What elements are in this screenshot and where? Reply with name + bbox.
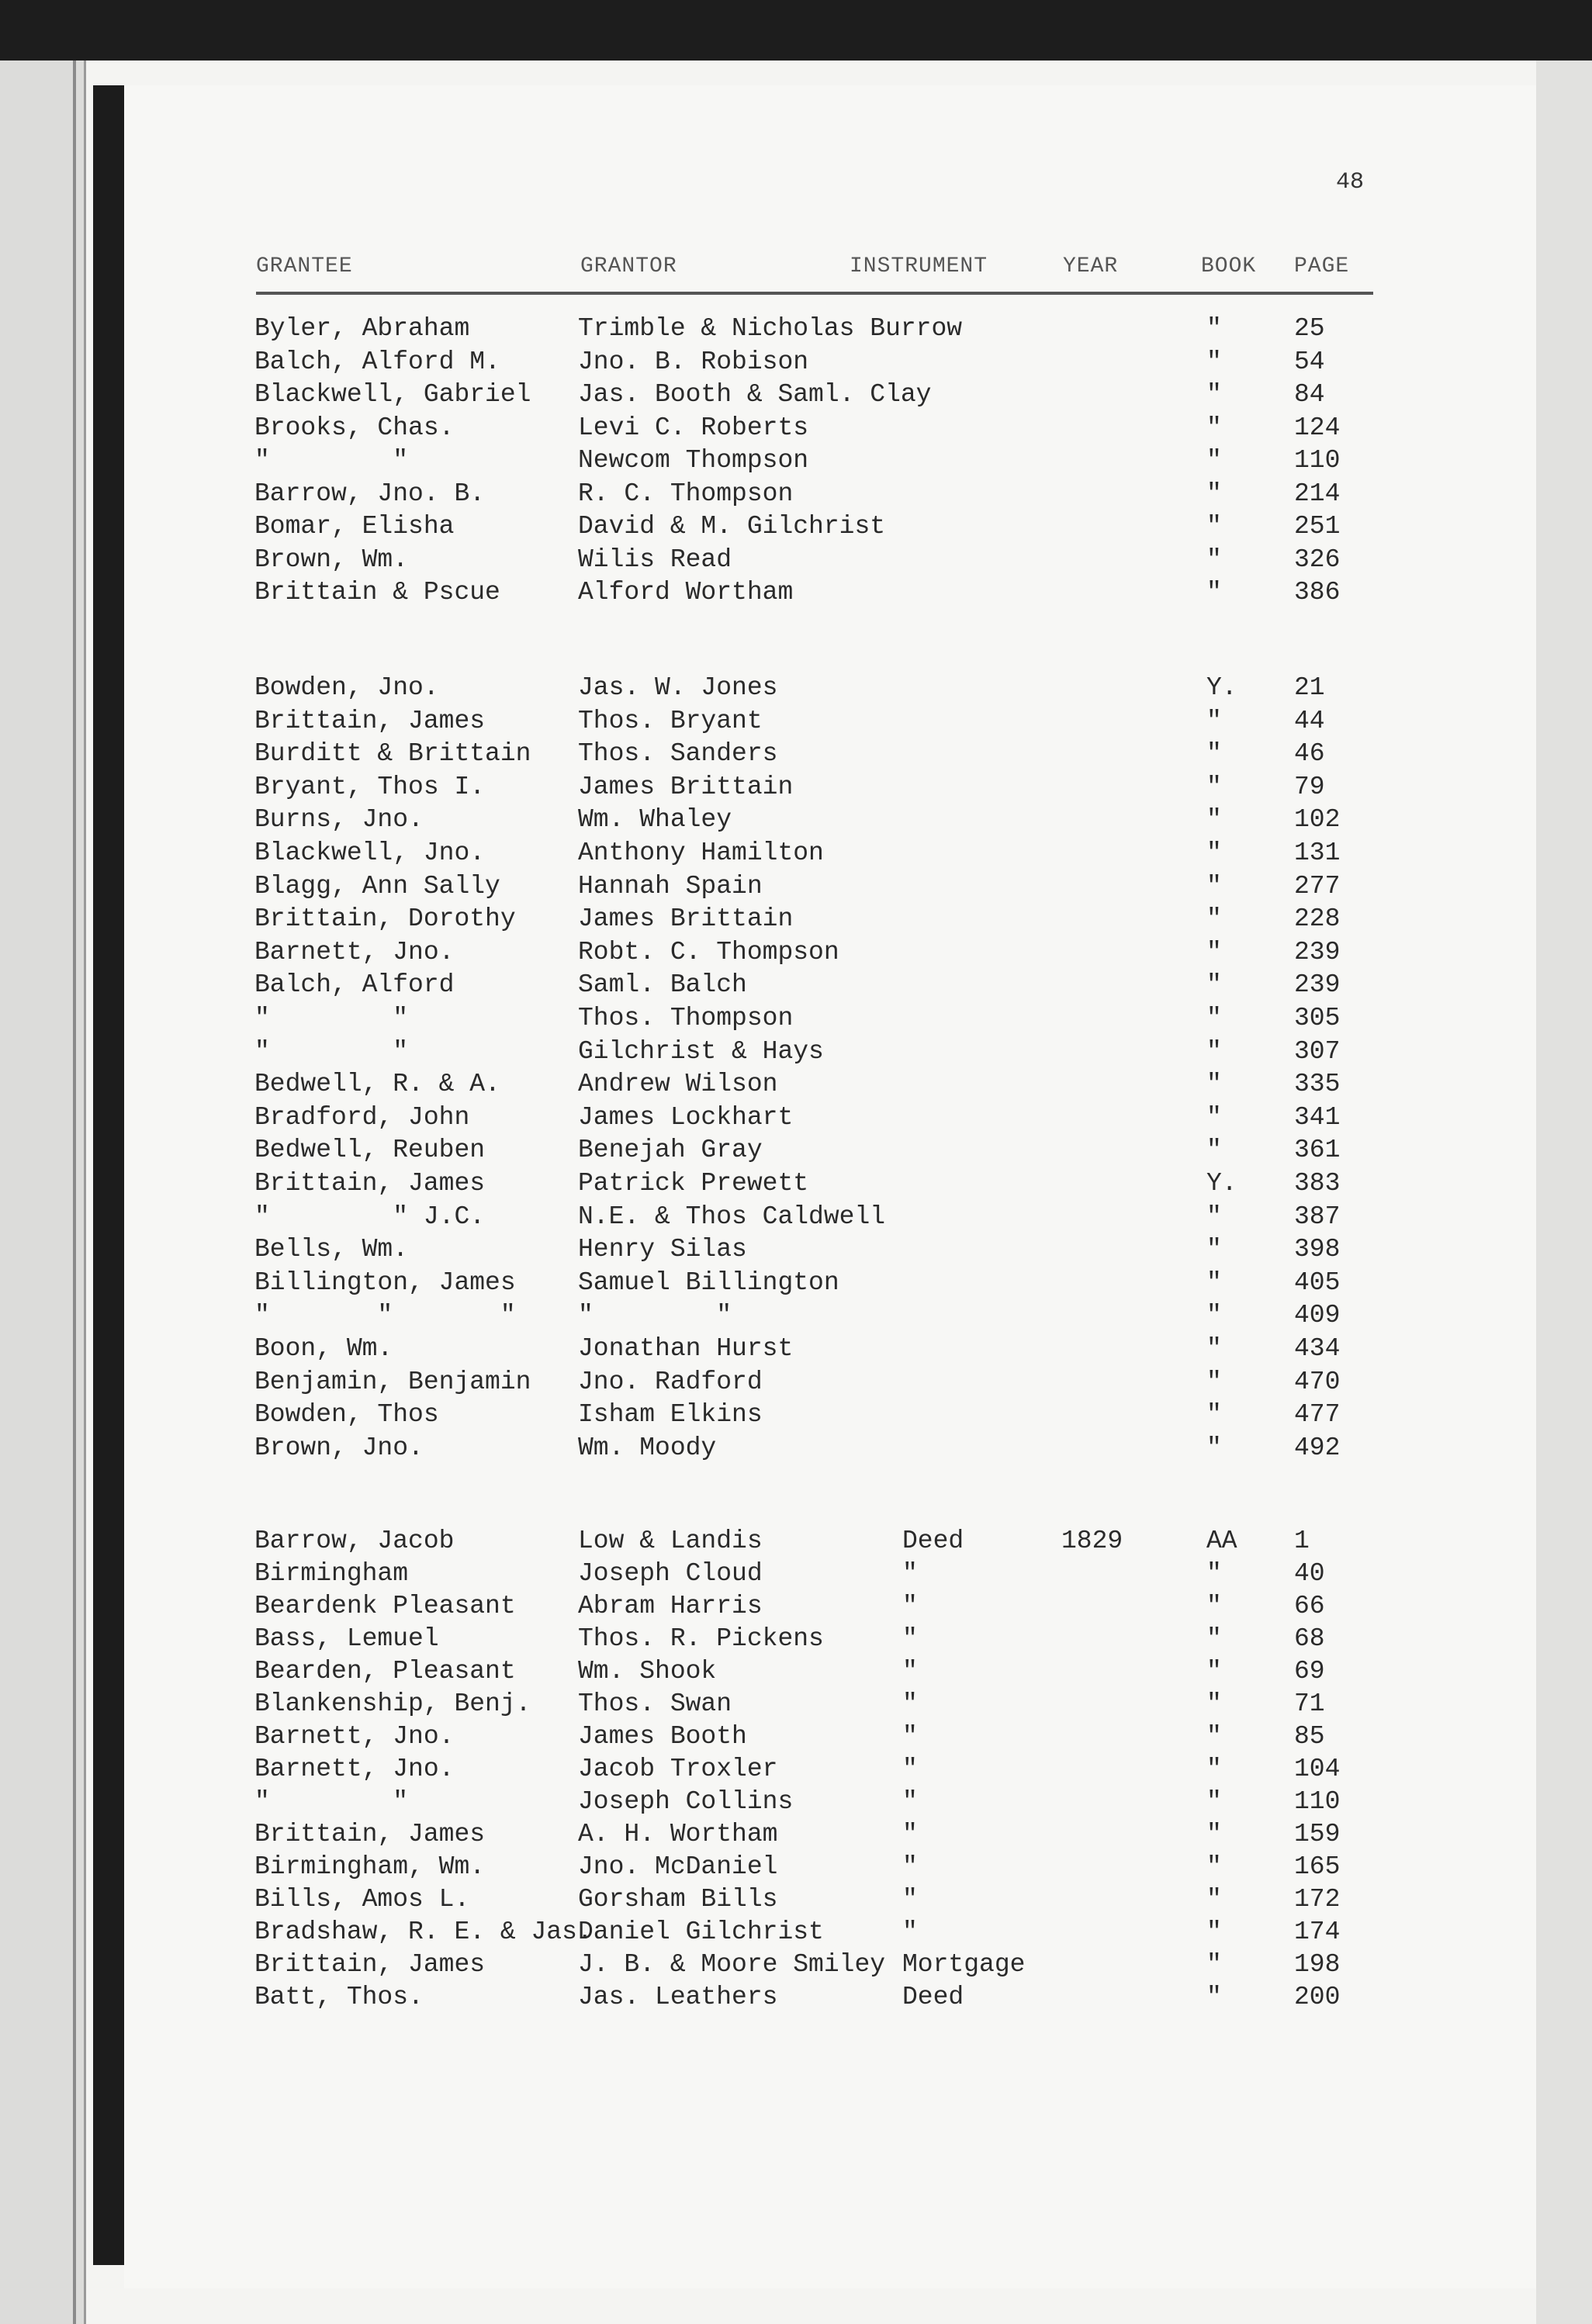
page-cell: 214	[1294, 479, 1341, 508]
book-cell: Y.	[1206, 1169, 1237, 1198]
grantor-cell: Thos. Swan	[578, 1689, 732, 1718]
page-cell: 239	[1294, 970, 1341, 1000]
book-cell: "	[1206, 1950, 1222, 1979]
page-cell: 477	[1294, 1400, 1341, 1430]
page-cell: 172	[1294, 1885, 1341, 1914]
grantor-cell: James Brittain	[578, 904, 794, 934]
book-cell: "	[1206, 512, 1222, 541]
book-cell: "	[1206, 706, 1222, 735]
page-cell: 1	[1294, 1527, 1310, 1555]
grantee-cell: Barrow, Jno. B.	[254, 479, 486, 508]
page-cell: 492	[1294, 1433, 1341, 1462]
grantee-cell: Barnett, Jno.	[254, 1722, 455, 1751]
grantor-cell: Gilchrist & Hays	[578, 1036, 824, 1066]
grantor-cell: Thos. Thompson	[578, 1004, 794, 1032]
header-page: PAGE	[1294, 254, 1350, 278]
grantor-cell: Saml. Balch	[578, 970, 747, 1000]
grantee-cell: Barrow, Jacob	[254, 1527, 455, 1555]
table-row	[0, 380, 1592, 411]
page-cell: 251	[1294, 512, 1341, 541]
grantor-cell: Thos. Sanders	[578, 739, 778, 769]
book-cell: "	[1206, 314, 1222, 343]
grantee-cell: Batt, Thos.	[254, 1983, 424, 2011]
instrument-cell: "	[902, 1722, 918, 1751]
header-instrument: INSTRUMENT	[850, 254, 988, 278]
page-cell: 341	[1294, 1102, 1341, 1132]
table-row	[0, 1885, 1592, 1916]
table-row	[0, 1169, 1592, 1200]
page-cell: 69	[1294, 1657, 1325, 1686]
table-row	[0, 1592, 1592, 1623]
grantee-cell: Bedwell, Reuben	[254, 1136, 486, 1165]
grantee-cell: Blankenship, Benj.	[254, 1689, 531, 1718]
grantee-cell: Blackwell, Jno.	[254, 839, 486, 867]
grantee-cell: Brooks, Chas.	[254, 413, 455, 442]
grantor-cell: Jas. W. Jones	[578, 673, 778, 702]
grantee-cell: Bryant, Thos I.	[254, 772, 486, 801]
book-cell: "	[1206, 578, 1222, 607]
page-cell: 239	[1294, 937, 1341, 967]
page-cell: 104	[1294, 1755, 1341, 1783]
table-row	[0, 1368, 1592, 1399]
table-row	[0, 707, 1592, 738]
table-row	[0, 673, 1592, 704]
table-row	[0, 545, 1592, 576]
book-cell: "	[1206, 1918, 1222, 1946]
page-cell: 79	[1294, 772, 1325, 801]
grantor-cell: Jacob Troxler	[578, 1755, 778, 1783]
instrument-cell: "	[902, 1657, 918, 1686]
table-row	[0, 1689, 1592, 1721]
book-cell: "	[1206, 1136, 1222, 1165]
grantor-cell: Gorsham Bills	[578, 1885, 778, 1914]
book-cell: "	[1206, 739, 1222, 769]
table-row	[0, 1527, 1592, 1558]
grantee-cell: Balch, Alford	[254, 970, 455, 1000]
table-row	[0, 1950, 1592, 1981]
grantor-cell: Wm. Whaley	[578, 805, 732, 835]
grantor-cell: N.E. & Thos Caldwell	[578, 1202, 886, 1231]
book-cell: "	[1206, 904, 1222, 934]
grantee-cell: Bearden, Pleasant	[254, 1657, 516, 1686]
book-cell: "	[1206, 1624, 1222, 1653]
grantee-cell: Barnett, Jno.	[254, 1755, 455, 1783]
grantor-cell: Patrick Prewett	[578, 1169, 809, 1198]
instrument-cell: "	[902, 1559, 918, 1588]
table-row	[0, 1722, 1592, 1753]
page-number: 48	[1336, 169, 1365, 195]
grantor-cell: Isham Elkins	[578, 1400, 763, 1430]
instrument-cell: Mortgage	[902, 1950, 1026, 1979]
grantor-cell: Jno. Radford	[578, 1367, 763, 1396]
book-cell: "	[1206, 970, 1222, 1000]
grantee-cell: Barnett, Jno.	[254, 937, 455, 967]
book-cell: "	[1206, 1787, 1222, 1816]
page-cell: 305	[1294, 1004, 1341, 1032]
table-row	[0, 578, 1592, 609]
book-cell: "	[1206, 413, 1222, 442]
grantee-cell: Byler, Abraham	[254, 314, 470, 343]
book-cell: "	[1206, 479, 1222, 508]
book-cell: "	[1206, 1983, 1222, 2011]
book-cell: "	[1206, 1559, 1222, 1588]
page-cell: 85	[1294, 1722, 1325, 1751]
book-cell: "	[1206, 1267, 1222, 1297]
instrument-cell: "	[902, 1624, 918, 1653]
book-cell: "	[1206, 1885, 1222, 1914]
grantor-cell: A. H. Wortham	[578, 1820, 778, 1848]
table-row	[0, 739, 1592, 770]
table-row	[0, 512, 1592, 543]
page-cell: 66	[1294, 1592, 1325, 1620]
grantee-cell: Bomar, Elisha	[254, 512, 455, 541]
grantor-cell: Benejah Gray	[578, 1136, 763, 1165]
grantor-cell: Robt. C. Thompson	[578, 937, 839, 967]
header-grantee: GRANTEE	[256, 254, 353, 278]
grantee-cell: Brown, Wm.	[254, 545, 409, 574]
grantee-cell: Brittain, James	[254, 1950, 486, 1979]
table-row	[0, 1787, 1592, 1818]
page-cell: 405	[1294, 1267, 1341, 1297]
book-cell: "	[1206, 1235, 1222, 1264]
grantor-cell: Jno. B. Robison	[578, 347, 809, 376]
grantor-cell: Henry Silas	[578, 1235, 747, 1264]
book-cell: "	[1206, 1301, 1222, 1330]
table-row	[0, 1202, 1592, 1233]
book-cell: "	[1206, 1202, 1222, 1231]
film-frame-border	[0, 0, 1592, 61]
table-row	[0, 1983, 1592, 2014]
grantee-cell: Bills, Amos L.	[254, 1885, 470, 1914]
page-cell: 159	[1294, 1820, 1341, 1848]
table-row	[0, 1918, 1592, 1949]
grantee-cell: Blagg, Ann Sally	[254, 871, 500, 901]
grantor-cell: Samuel Billington	[578, 1267, 839, 1297]
table-row	[0, 1301, 1592, 1332]
grantor-cell: Jonathan Hurst	[578, 1334, 794, 1363]
grantor-cell: Thos. R. Pickens	[578, 1624, 824, 1653]
table-row	[0, 1334, 1592, 1365]
book-cell: "	[1206, 1755, 1222, 1783]
grantee-cell: Benjamin, Benjamin	[254, 1367, 531, 1396]
page-cell: 470	[1294, 1367, 1341, 1396]
table-row	[0, 1820, 1592, 1851]
grantee-cell: Bradshaw, R. E. & Jas.	[254, 1918, 593, 1946]
grantor-cell: Alford Wortham	[578, 578, 794, 607]
book-cell: "	[1206, 347, 1222, 376]
grantor-cell: Jas. Booth & Saml. Clay	[578, 380, 932, 409]
grantee-cell: Bowden, Jno.	[254, 673, 439, 702]
grantee-cell: Birmingham, Wm.	[254, 1852, 486, 1881]
grantor-cell: David & M. Gilchrist	[578, 512, 886, 541]
page-cell: 44	[1294, 706, 1325, 735]
grantee-cell: Brittain, James	[254, 706, 486, 735]
page-cell: 71	[1294, 1689, 1325, 1718]
page-cell: 326	[1294, 545, 1341, 574]
grantee-cell: Brittain, Dorothy	[254, 904, 516, 934]
book-cell: Y.	[1206, 673, 1237, 702]
book-cell: "	[1206, 1722, 1222, 1751]
page-cell: 131	[1294, 839, 1341, 867]
grantor-cell: Newcom Thompson	[578, 446, 809, 475]
page-cell: 398	[1294, 1235, 1341, 1264]
book-cell: "	[1206, 805, 1222, 835]
grantee-cell: Balch, Alford M.	[254, 347, 500, 376]
year-cell: 1829	[1061, 1527, 1123, 1555]
page-cell: 386	[1294, 578, 1341, 607]
table-row	[0, 1433, 1592, 1465]
page-cell: 228	[1294, 904, 1341, 934]
page-cell: 387	[1294, 1202, 1341, 1231]
table-row	[0, 413, 1592, 444]
book-cell: "	[1206, 839, 1222, 867]
page-cell: 102	[1294, 805, 1341, 835]
book-cell: "	[1206, 1070, 1222, 1099]
book-cell: "	[1206, 937, 1222, 967]
table-row	[0, 314, 1592, 345]
table-row	[0, 904, 1592, 935]
grantor-cell: Low & Landis	[578, 1527, 763, 1555]
grantor-cell: " "	[578, 1301, 732, 1330]
page-cell: 46	[1294, 739, 1325, 769]
table-row	[0, 839, 1592, 870]
instrument-cell: "	[902, 1592, 918, 1620]
table-row	[0, 1657, 1592, 1688]
table-row	[0, 872, 1592, 903]
instrument-cell: "	[902, 1755, 918, 1783]
header-year: YEAR	[1063, 254, 1119, 278]
book-cell: "	[1206, 1657, 1222, 1686]
instrument-cell: "	[902, 1852, 918, 1881]
table-row	[0, 479, 1592, 510]
grantee-cell: Burditt & Brittain	[254, 739, 531, 769]
table-row	[0, 1268, 1592, 1299]
grantor-cell: R. C. Thompson	[578, 479, 794, 508]
table-row	[0, 970, 1592, 1001]
page-cell: 40	[1294, 1559, 1325, 1588]
grantee-cell: Brittain, James	[254, 1820, 486, 1848]
header-grantor: GRANTOR	[580, 254, 677, 278]
grantor-cell: Jno. McDaniel	[578, 1852, 778, 1881]
book-cell: "	[1206, 545, 1222, 574]
header-rule	[256, 292, 1373, 295]
grantor-cell: Anthony Hamilton	[578, 839, 824, 867]
grantee-cell: " "	[254, 1036, 409, 1066]
grantor-cell: Wilis Read	[578, 545, 732, 574]
grantor-cell: Hannah Spain	[578, 871, 763, 901]
page-cell: 124	[1294, 413, 1341, 442]
table-row	[0, 1136, 1592, 1167]
table-row	[0, 1852, 1592, 1883]
table-row	[0, 1070, 1592, 1101]
page-cell: 84	[1294, 380, 1325, 409]
table-row	[0, 1400, 1592, 1431]
table-row	[0, 1235, 1592, 1266]
grantor-cell: Andrew Wilson	[578, 1070, 778, 1099]
grantee-cell: Blackwell, Gabriel	[254, 380, 531, 409]
page-cell: 307	[1294, 1036, 1341, 1066]
grantor-cell: Thos. Bryant	[578, 706, 763, 735]
grantor-cell: James Booth	[578, 1722, 747, 1751]
grantor-cell: Jas. Leathers	[578, 1983, 778, 2011]
instrument-cell: Deed	[902, 1527, 964, 1555]
grantor-cell: Abram Harris	[578, 1592, 763, 1620]
page-cell: 25	[1294, 314, 1325, 343]
table-row	[0, 348, 1592, 379]
page-cell: 200	[1294, 1983, 1341, 2011]
page-cell: 361	[1294, 1136, 1341, 1165]
instrument-cell: "	[902, 1918, 918, 1946]
table-row	[0, 1103, 1592, 1134]
page-cell: 110	[1294, 1787, 1341, 1816]
grantee-cell: Beardenk Pleasant	[254, 1592, 516, 1620]
instrument-cell: "	[902, 1689, 918, 1718]
table-row	[0, 1624, 1592, 1655]
page-cell: 110	[1294, 446, 1341, 475]
table-row	[0, 1755, 1592, 1786]
page-cell: 434	[1294, 1334, 1341, 1363]
grantee-cell: Brown, Jno.	[254, 1433, 424, 1462]
page-cell: 409	[1294, 1301, 1341, 1330]
grantee-cell: Bells, Wm.	[254, 1235, 409, 1264]
grantee-cell: Birmingham	[254, 1559, 409, 1588]
instrument-cell: Deed	[902, 1983, 964, 2011]
instrument-cell: "	[902, 1787, 918, 1816]
page-cell: 165	[1294, 1852, 1341, 1881]
book-cell: AA	[1206, 1527, 1237, 1555]
grantee-cell: Bowden, Thos	[254, 1400, 439, 1430]
grantee-cell: Brittain, James	[254, 1169, 486, 1198]
book-cell: "	[1206, 1689, 1222, 1718]
book-cell: "	[1206, 1400, 1222, 1430]
table-row	[0, 773, 1592, 804]
grantor-cell: Trimble & Nicholas Burrow	[578, 314, 963, 343]
page-cell: 383	[1294, 1169, 1341, 1198]
book-cell: "	[1206, 1036, 1222, 1066]
grantee-cell: " "	[254, 446, 409, 475]
grantee-cell: Bass, Lemuel	[254, 1624, 439, 1653]
grantee-cell: " " J.C.	[254, 1202, 486, 1231]
grantor-cell: J. B. & Moore Smiley	[578, 1950, 886, 1979]
table-row	[0, 805, 1592, 836]
instrument-cell: "	[902, 1885, 918, 1914]
page-cell: 68	[1294, 1624, 1325, 1653]
grantor-cell: James Lockhart	[578, 1102, 794, 1132]
table-row	[0, 1559, 1592, 1590]
grantor-cell: Wm. Moody	[578, 1433, 717, 1462]
grantee-cell: Bradford, John	[254, 1102, 470, 1132]
grantor-cell: Wm. Shook	[578, 1657, 717, 1686]
page-cell: 277	[1294, 871, 1341, 901]
book-cell: "	[1206, 1334, 1222, 1363]
book-cell: "	[1206, 380, 1222, 409]
grantor-cell: Joseph Collins	[578, 1787, 794, 1816]
grantor-cell: Daniel Gilchrist	[578, 1918, 824, 1946]
table-row	[0, 1037, 1592, 1068]
instrument-cell: "	[902, 1820, 918, 1848]
page-cell: 198	[1294, 1950, 1341, 1979]
book-cell: "	[1206, 1433, 1222, 1462]
grantee-cell: Brittain & Pscue	[254, 578, 500, 607]
book-cell: "	[1206, 1852, 1222, 1881]
book-cell: "	[1206, 1820, 1222, 1848]
page-cell: 335	[1294, 1070, 1341, 1099]
grantee-cell: Bedwell, R. & A.	[254, 1070, 500, 1099]
book-cell: "	[1206, 1004, 1222, 1032]
grantor-cell: James Brittain	[578, 772, 794, 801]
header-book: BOOK	[1201, 254, 1257, 278]
grantee-cell: Boon, Wm.	[254, 1334, 393, 1363]
page-cell: 174	[1294, 1918, 1341, 1946]
grantee-cell: " " "	[254, 1301, 516, 1330]
grantor-cell: Levi C. Roberts	[578, 413, 809, 442]
book-cell: "	[1206, 1367, 1222, 1396]
table-row	[0, 446, 1592, 477]
grantee-cell: " "	[254, 1787, 409, 1816]
book-cell: "	[1206, 871, 1222, 901]
table-row	[0, 1004, 1592, 1035]
grantee-cell: " "	[254, 1004, 409, 1032]
table-row	[0, 938, 1592, 969]
page-cell: 54	[1294, 347, 1325, 376]
grantor-cell: Joseph Cloud	[578, 1559, 763, 1588]
page-cell: 21	[1294, 673, 1325, 702]
book-cell: "	[1206, 772, 1222, 801]
book-cell: "	[1206, 1102, 1222, 1132]
grantee-cell: Burns, Jno.	[254, 805, 424, 835]
book-cell: "	[1206, 1592, 1222, 1620]
book-cell: "	[1206, 446, 1222, 475]
grantee-cell: Billington, James	[254, 1267, 516, 1297]
